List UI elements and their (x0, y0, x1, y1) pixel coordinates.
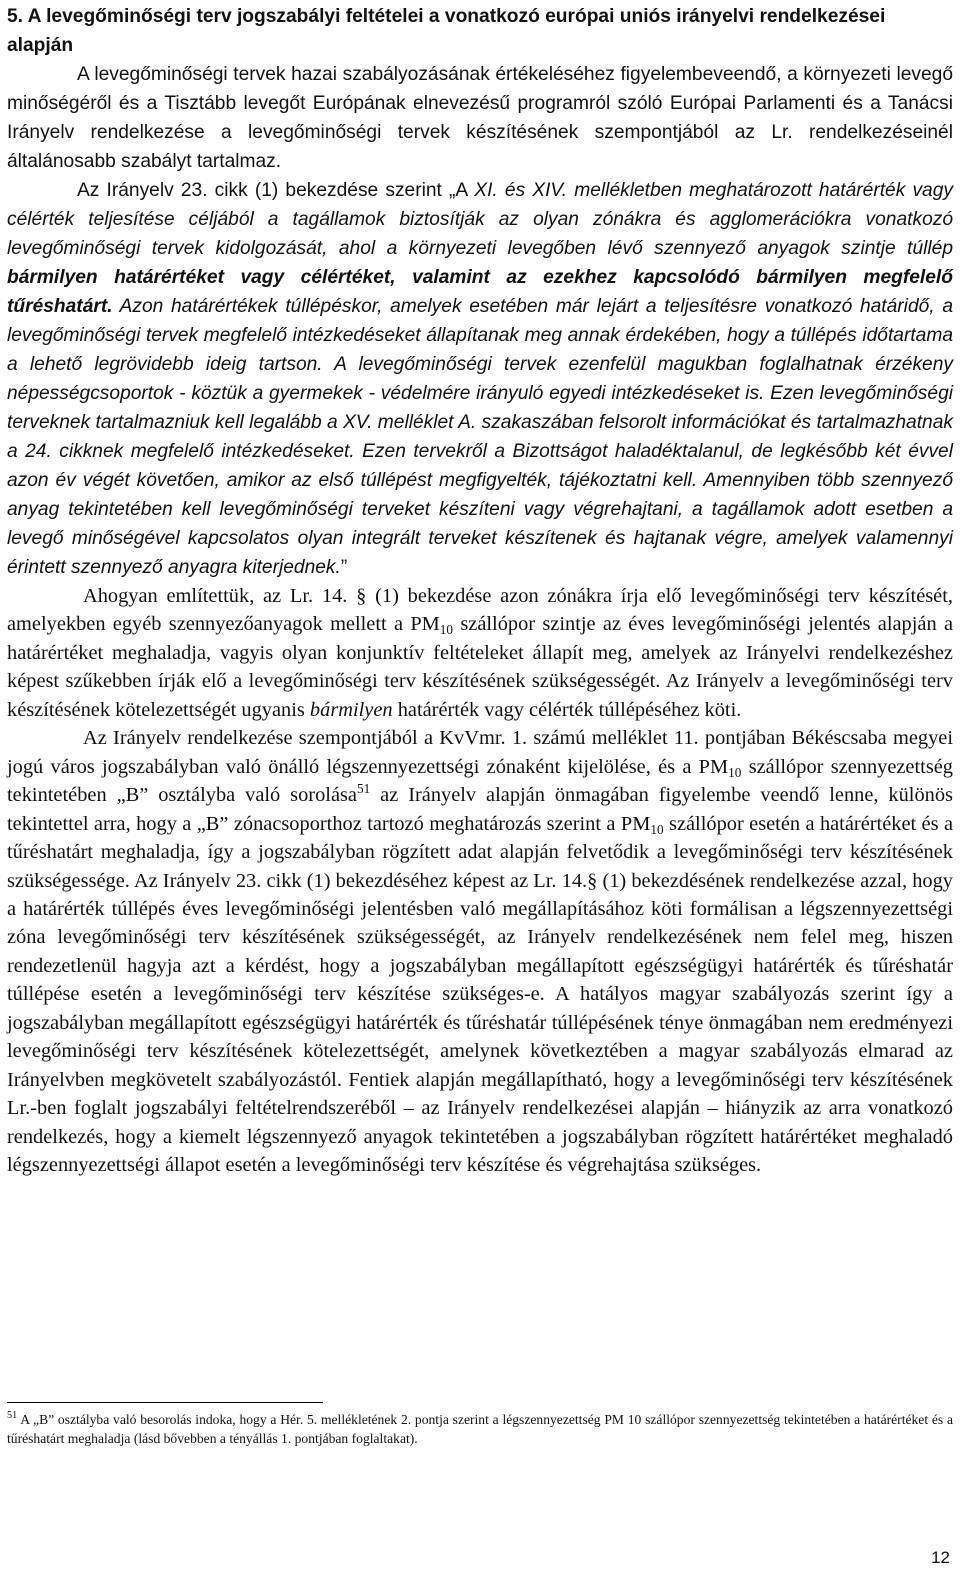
paragraph-intro (7, 60, 953, 176)
paragraph-intro-text: A levegőminőségi tervek hazai szabályozásának értékeléséhez figyelembeveendő, a környezeti levegő minőségéről és a Tisztább levegőt Európának elnevezésű programról szóló Európai Parlamenti és a Tanácsi Irányelv rendelkezése a levegőminőségi tervek készítésének szempontjából az Lr. rendelkezéseinél általánosabb szabályt tartalmaz. (7, 64, 953, 172)
paragraph-lr-14 (7, 582, 953, 724)
quote-close: ” (340, 557, 348, 578)
quote-open: „A (449, 180, 475, 201)
p4-text-d: szállópor esetén a határértéket és a tűréshatárt meghaladja, így a jogszabályban rögzített adat alapján felvetődik a levegőminőségi terv készítésének szükségessége. Az Irányelv 23. cikk (1) bekezdéséhez képest az Lr. 14.§ (1) bekezdésének rendelkezése azzal, hogy a határérték túllépés éves levegőminőségi jelentésben való megállapításához köti formálisan a légszennyezettségi zóna levegőminőségi terv készítésének szükségességét, az Irányelv rendelkezésének nem felel meg, hiszen rendezetlenül hagyja azt a kérdést, hogy a jogszabályban megállapított egészségügyi határérték és tűréshatár túllépése esetén a levegőminőségi terv készítése szükséges-e. A hatályos magyar szabályozás szerint így a jogszabályban megállapított egészségügyi határérték és tűréshatár túllépésének ténye önmagában nem eredményezi levegőminőségi terv készítésének kötelezettségét, amelynek következtében a magyar szabályozás elmarad az Irányelvben megkövetelt szabályozástól. Fentiek alapján megállapítható, hogy a levegőminőségi terv készítésének Lr.-ben foglalt jogszabályi feltételrendszeréből – az Irányelv rendelkezései alapján – hiányzik az arra vonatkozó rendelkezés, hogy a kiemelt légszennyező anyagok tekintetében a jogszabályban rögzített határértéket meghaladó légszennyezettségi állapot esetén a levegőminőségi terv készítése és végrehajtása szükséges. (7, 812, 953, 1177)
p4-text-a: Az Irányelv rendelkezése szempontjából a KvVmr. 1. számú melléklet 11. pontjában Békéscsaba megyei jogú város jogszabályban való önálló légszennyezettségi zónaként kijelölése, és a PM (7, 727, 953, 778)
quote-lead: Az Irányelv 23. cikk (1) bekezdése szerint (77, 180, 442, 201)
paragraph-kvvmr (7, 724, 953, 1179)
page-number: 12 (931, 1548, 950, 1567)
document-page (7, 0, 953, 1180)
p4-text-b: szállópor szennyezettség tekintetében „B” osztályba való sorolása (7, 755, 953, 807)
section-heading: 5. A levegőminőségi terv jogszabályi feltételei a vonatkozó európai uniós irányelvi rendelkezései alapján (7, 6, 886, 56)
paragraph-directive-quote (7, 176, 953, 582)
footnote (7, 1410, 953, 1448)
p4-text-c: az Irányelv alapján önmagában figyelembe veendő lenne, különös tekintettel arra, hogy a „B” zónacsoporthoz tartozó meghatározás szerint a PM (7, 784, 953, 835)
p4-subscript-2: 10 (650, 821, 664, 837)
p3-text-b: szállópor szintje az éves levegőminőségi jelentés alapján a határértéket meghaladja, vagyis olyan konjunktív feltételeket állapít meg, amelyek az Irányelvi rendelkezéshez képest szűkebben írják elő a levegőminőségi terv készítésének szükségességét. Az Irányelv a levegőminőségi terv készítésének kötelezettségét ugyanis (7, 613, 953, 721)
quote-italic: XI. és XIV. mellékletben meghatározott határérték vagy célérték teljesítése céljából a tagállamok biztosítják az olyan zónákra és agglomerációkra vonatkozó levegőminőségi tervek kidolgozását, ahol a környezeti levegőben lévő szennyező anyagok szintje túllép (7, 180, 953, 259)
p3-text-a: Ahogyan említettük, az Lr. 14. § (1) bekezdése azon zónákra írja elő levegőminőségi terv készítését, amelyekben egyéb szennyezőanyagok mellett a PM (7, 585, 953, 636)
footnote-number: 51 (7, 1409, 18, 1421)
p3-text-c: határérték vagy célérték túllépéséhez köti. (392, 698, 742, 721)
footnote-text: A „B” osztályba való besorolás indoka, hogy a Hér. 5. mellékletének 2. pontja szerint a légszennyezettség PM 10 szállópor szennyezettség tekintetében a határértéket és a tűréshatárt meghaladja (lásd bővebben a tényállás 1. pontjában foglaltakat). (7, 1412, 953, 1446)
footnote-reference[interactable]: 51 (356, 781, 371, 797)
quote-bold-italic: bármilyen határértéket vagy célértéket, valamint az ezekhez kapcsolódó bármilyen megfelelő tűréshatárt. (7, 267, 953, 317)
p3-italic: bármilyen (309, 698, 393, 721)
quote-rest: Azon határértékek túllépéskor, amelyek esetében már lejárt a teljesítésre vonatkozó határidő, a levegőminőségi tervek megfelelő intézkedéseket állapítanak meg annak érdekében, hogy a túllépés időtartama a lehető legrövidebb ideig tartson. A levegőminőségi tervek ezenfelül magukban foglalhatnak érzékeny népességcsoportok - köztük a gyermekek - védelmére irányuló egyedi intézkedéseket is. Ezen levegőminőségi terveknek tartalmazniuk kell legalább a XV. melléklet A. szakaszában felsorolt információkat és tartalmazhatnak a 24. cikknek megfelelő intézkedéseket. Ezen tervekről a Bizottságot haladéktalanul, de legkésőbb két évvel azon év végét követően, amikor az első túllépést megfigyelték, tájékoztatni kell. Amennyiben több szennyező anyag tekintetében kell levegőminőségi terveket készíteni vagy végrehajtani, a tagállamok adott esetben a levegő minőségével kapcsolatos olyan integrált terveket készítenek és hajtanak végre, amelyek valamennyi érintett szennyező anyagra kiterjednek. (7, 296, 953, 578)
p4-subscript-1: 10 (728, 764, 742, 780)
footnote-divider (7, 1402, 323, 1403)
p3-subscript: 10 (439, 622, 454, 638)
